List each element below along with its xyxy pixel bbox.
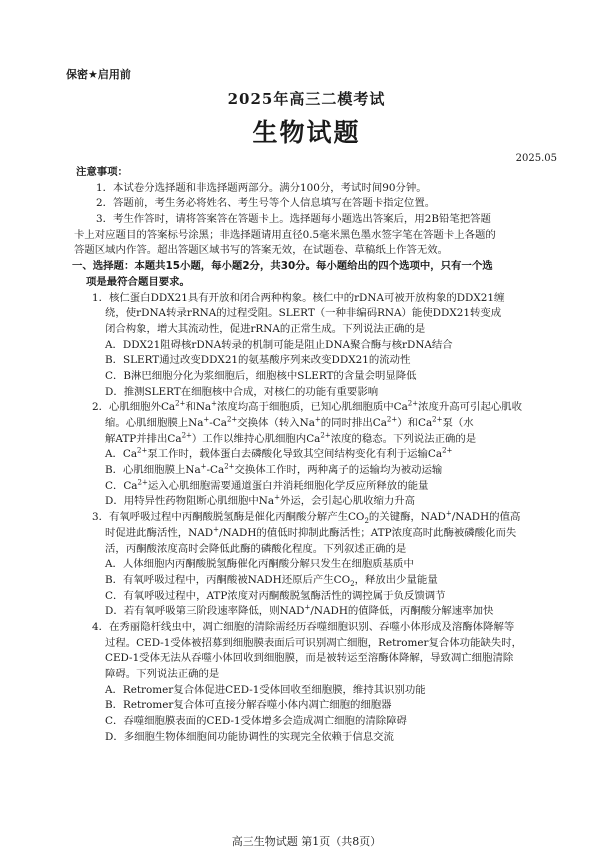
question-4-stem: 障碍。下列说法正确的是	[105, 668, 220, 680]
note-line: 卡上对应题目的答案标号涂黑；非选择题请用直径0.5毫米黑色墨水签字笔在答题卡上各题的	[74, 228, 496, 241]
question-1-option-a: A．DDX21阻碍核rDNA转录的机制可能是阻止DNA聚合酶与核rDNA结合	[105, 338, 453, 351]
question-1-stem: 闭合构象，增大其流动性，促进rRNA的正常生成。下列说法正确的是	[105, 322, 426, 335]
question-2-option-d: D．用特异性药物阻断心肌细胞中Na+外运，会引起心肌收缩力升高	[105, 494, 416, 508]
exam-content	[74, 165, 574, 745]
question-3-stem: 3．有氧呼吸过程中丙酮酸脱氢酶是催化丙酮酸分解产生$CO_2$的关键酶，NAD+/NADH的值高	[92, 510, 521, 526]
page-footer: 高三生物试题 第1页（共8页）	[231, 835, 382, 848]
question-4-option-d: D．多细胞生物体细胞间功能协调性的实现完全依赖于信息交流	[105, 730, 394, 743]
note-line: 答题区域内作答。超出答题区域书写的答案无效，在试题卷、草稿纸上作答无效。	[74, 244, 449, 257]
question-4-stem: 过程。CED-1受体被招募到细胞膜表面后可识别凋亡细胞，Retromer复合体功能缺失时，	[105, 636, 523, 649]
question-3-option-b: B．有氧呼吸过程中，丙酮酸被NADH还原后产生$CO_2$，释放出少量能量	[105, 573, 438, 588]
question-2-stem: 缩。心肌细胞膜上$Na^+-Ca^{2+}$交换体（转入Na+的同时排出$Ca^{2+}$）和$Ca^{2+}$泵（水	[105, 416, 474, 429]
question-1-stem: 1．核仁蛋白DDX21具有开放和闭合两种构象。核仁中的rDNA可被开放构象的DDX21缠	[92, 291, 505, 304]
question-4-stem: CED-1受体无法从吞噬小体回收到细胞膜，而是被转运至溶酶体降解，导致凋亡细胞清除	[105, 652, 514, 665]
question-3-option-c: C．有氧呼吸过程中，ATP浓度对丙酮酸脱氢酶活性的调控属于负反馈调节	[105, 589, 446, 602]
section-heading-cont: 项是最符合题目要求。	[86, 275, 190, 288]
question-2-stem: 解ATP并排出$Ca^{2+}$）工作以维持心肌细胞内$Ca^{2+}$浓度的稳态。下列说法正确的是	[105, 431, 477, 445]
question-3-stem: 时促进此酶活性，NAD+/NADH的值低时抑制此酶活性；ATP浓度高时此酶被磷酸化而失	[105, 525, 517, 539]
question-4-option-a: A．Retromer复合体促进CED-1受体回收至细胞膜，维持其识别功能	[105, 683, 426, 696]
confidential-label: 保密★启用前	[66, 68, 131, 81]
question-1-stem: 绕，使rDNA转录rRNA的过程受阻。SLERT（一种非编码RNA）能使DDX21转变成	[105, 307, 502, 320]
section-heading: 一、选择题：本题共15小题，每小题2分，共30分。每小题给出的四个选项中，只有一个选	[72, 260, 493, 273]
question-2-option-b: B．心肌细胞膜上$Na^+-Ca^{2+}$交换体工作时，两种离子的运输均为被动运输	[105, 463, 443, 477]
exam-date: 2025.05	[515, 153, 557, 164]
question-3-stem: 活，丙酮酸浓度高时会降低此酶的磷酸化程度。下列叙述正确的是	[105, 542, 407, 555]
exam-title: 2025年高三二模考试	[227, 90, 386, 108]
question-2-option-a: A．$Ca^{2+}$泵工作时，载体蛋白去磷酸化导致其空间结构变化有利于运输$Ca^{2+}$	[105, 447, 453, 461]
question-1-option-c: C．B淋巴细胞分化为浆细胞后，细胞核中SLERT的含量会明显降低	[105, 369, 417, 382]
question-2-stem: 2．心肌细胞外$Ca^{2+}$和Na+浓度均高于细胞质，已知心肌细胞质中$Ca^{2+}$浓度升高可引起心肌收	[92, 400, 523, 414]
question-3-option-a: A．人体细胞内丙酮酸脱氢酶催化丙酮酸分解只发生在细胞质基质中	[105, 558, 414, 571]
question-1-option-b: B．SLERT通过改变DDX21的氨基酸序列来改变DDX21的流动性	[105, 354, 411, 367]
question-1-option-d: D．推测SLERT在细胞核中合成，对核仁的功能有重要影响	[105, 385, 379, 398]
question-2-option-c: C．$Ca^{2+}$运入心肌细胞需要通道蛋白并消耗细胞化学反应所释放的能量	[105, 478, 429, 492]
question-4-option-c: C．吞噬细胞膜表面的CED-1受体增多会造成凋亡细胞的清除障碍	[105, 715, 407, 728]
note-line: 2．答题前，考生务必将姓名、考生号等个人信息填写在答题卡指定位置。	[96, 197, 436, 210]
note-line: 3．考生作答时，请将答案答在答题卡上。选择题每小题选出答案后，用2B铅笔把答题	[96, 213, 491, 226]
note-line: 1．本试卷分选择题和非选择题两部分。满分100分，考试时间90分钟。	[96, 181, 427, 194]
subject-title: 生物试题	[252, 118, 361, 147]
notes-heading: 注意事项：	[76, 166, 128, 178]
question-4-option-b: B．Retromer复合体可直接分解吞噬小体内凋亡细胞的细胞器	[105, 699, 392, 712]
question-4-stem: 4．在秀丽隐杆线虫中，凋亡细胞的清除需经历吞噬细胞识别、吞噬小体形成及溶酶体降解等	[92, 620, 515, 633]
question-3-option-d: D．若有氧呼吸第三阶段速率降低，则NAD+/NADH的值降低，丙酮酸分解速率加快	[105, 604, 494, 618]
